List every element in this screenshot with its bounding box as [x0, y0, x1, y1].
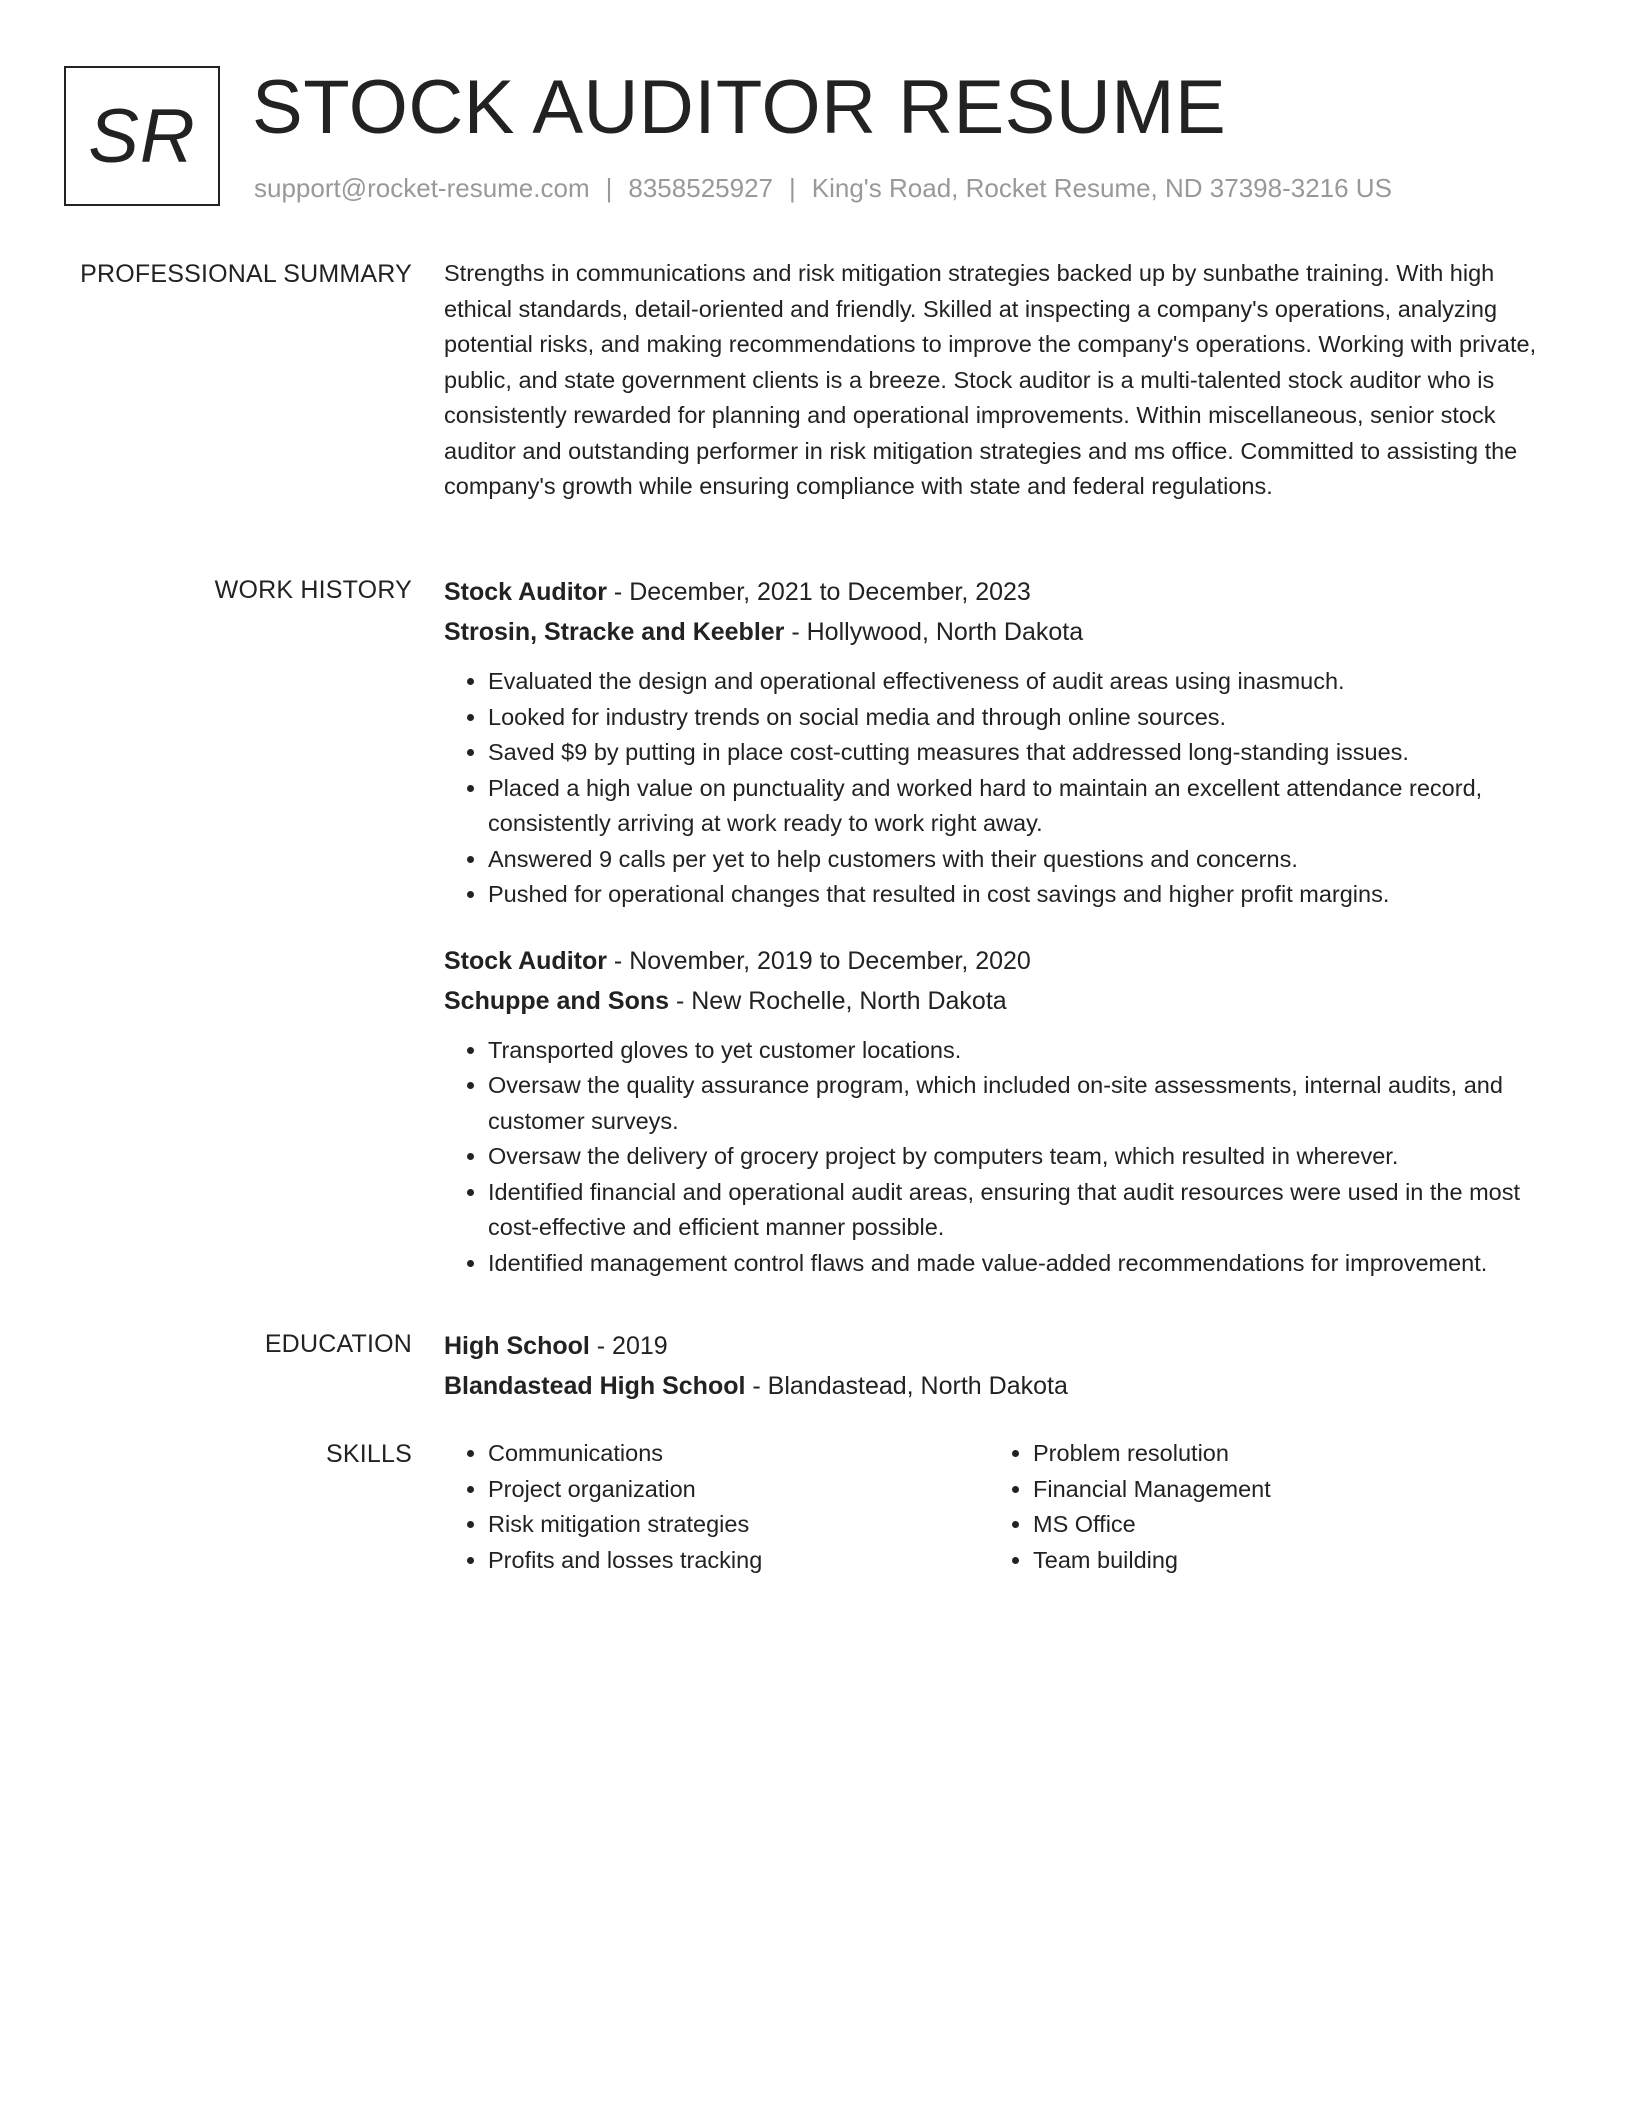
list-item: • Oversaw the quality assurance program, which included on-site assessments, internal audits, and customer surveys.	[488, 1068, 1556, 1139]
skill-item: • Problem resolution	[1033, 1436, 1534, 1472]
job-entry	[444, 572, 1556, 913]
job-dates: - December, 2021 to December, 2023	[613, 578, 1031, 606]
summary-body	[444, 256, 1556, 505]
work-body	[444, 572, 1556, 1281]
education-year: - 2019	[596, 1332, 668, 1360]
summary-text: Strengths in communications and risk mitigation strategies backed up by sunbathe training. With high ethical standards, detail-oriented and friendly. Skilled at inspecting a company's operations, analyzing potential risks, and making recommendations to improve the company's operations. Working with private, public, and state government clients is a breeze. Stock auditor is a multi-talented stock auditor who is consistently rewarded for planning and operational improvements. Within miscellaneous, senior stock auditor and outstanding performer in risk mitigation strategies and ms office. Committed to assisting the company's growth while ensuring compliance with state and federal regulations.	[444, 260, 1537, 499]
job-title-line	[444, 941, 1556, 981]
education-school-line	[444, 1366, 1556, 1406]
skills-column-left	[444, 1436, 989, 1578]
section-label-work: WORK HISTORY	[214, 576, 412, 604]
skill-item: • Financial Management	[1033, 1472, 1534, 1508]
list-item: • Saved $9 by putting in place cost-cutting measures that addressed long-standing issues.	[488, 735, 1556, 771]
contact-address: King's Road, Rocket Resume, ND 37398-3216 US	[811, 173, 1392, 203]
skill-item: • MS Office	[1033, 1507, 1534, 1543]
skill-item: • Project organization	[488, 1472, 989, 1508]
skills-body	[444, 1436, 1556, 1578]
section-label-skills: SKILLS	[326, 1440, 412, 1468]
list-item: • Placed a high value on punctuality and worked hard to maintain an excellent attendance record, consistently arriving at work ready to work right away.	[488, 771, 1556, 842]
section-label-summary: PROFESSIONAL SUMMARY	[80, 260, 412, 288]
contact-info	[254, 170, 1392, 206]
education-degree-line	[444, 1326, 1556, 1366]
list-item: • Transported gloves to yet customer locations.	[488, 1033, 1556, 1069]
skills-column-right	[989, 1436, 1534, 1578]
job-title: Stock Auditor	[444, 578, 607, 606]
skill-item: • Team building	[1033, 1543, 1534, 1579]
skills-grid	[444, 1436, 1556, 1578]
job-entry	[444, 941, 1556, 1282]
job-company: Strosin, Stracke and Keebler	[444, 618, 785, 646]
job-bullets	[444, 664, 1556, 913]
section-label-education: EDUCATION	[264, 1330, 412, 1358]
job-location: - New Rochelle, North Dakota	[675, 986, 1007, 1015]
education-school: Blandastead High School	[444, 1372, 746, 1400]
contact-email[interactable]: support@rocket-resume.com	[254, 173, 590, 203]
job-bullets	[444, 1033, 1556, 1282]
list-item: • Identified financial and operational audit areas, ensuring that audit resources were used in the most cost-effective and efficient manner possible.	[488, 1175, 1556, 1246]
education-location: - Blandastead, North Dakota	[752, 1372, 1068, 1400]
list-item: • Evaluated the design and operational effectiveness of audit areas using inasmuch.	[488, 664, 1556, 700]
list-item: • Pushed for operational changes that resulted in cost savings and higher profit margins.	[488, 877, 1556, 913]
job-title: Stock Auditor	[444, 946, 607, 975]
contact-separator: |	[789, 173, 796, 203]
job-company-line	[444, 981, 1556, 1021]
skill-item: • Risk mitigation strategies	[488, 1507, 989, 1543]
list-item: • Answered 9 calls per yet to help customers with their questions and concerns.	[488, 842, 1556, 878]
skills-list	[989, 1436, 1534, 1578]
education-degree: High School	[444, 1332, 590, 1360]
job-location: - Hollywood, North Dakota	[791, 618, 1084, 646]
job-company-line	[444, 612, 1556, 652]
skill-item: • Profits and losses tracking	[488, 1543, 989, 1579]
job-company: Schuppe and Sons	[444, 986, 670, 1015]
skill-item: • Communications	[488, 1436, 989, 1472]
resume-header	[64, 66, 1564, 210]
contact-separator: |	[605, 173, 613, 203]
contact-phone[interactable]: 8358525927	[628, 173, 773, 203]
list-item: • Identified management control flaws and made value-added recommendations for improvement.	[488, 1246, 1556, 1282]
page-title: STOCK AUDITOR RESUME	[252, 65, 1227, 150]
skills-list	[444, 1436, 989, 1578]
list-item: • Oversaw the delivery of grocery project by computers team, which resulted in wherever.	[488, 1139, 1556, 1175]
education-body	[444, 1326, 1556, 1406]
list-item: • Looked for industry trends on social media and through online sources.	[488, 700, 1556, 736]
monogram-logo: SR	[64, 66, 220, 206]
job-dates: - November, 2019 to December, 2020	[613, 946, 1031, 975]
job-title-line	[444, 572, 1556, 612]
